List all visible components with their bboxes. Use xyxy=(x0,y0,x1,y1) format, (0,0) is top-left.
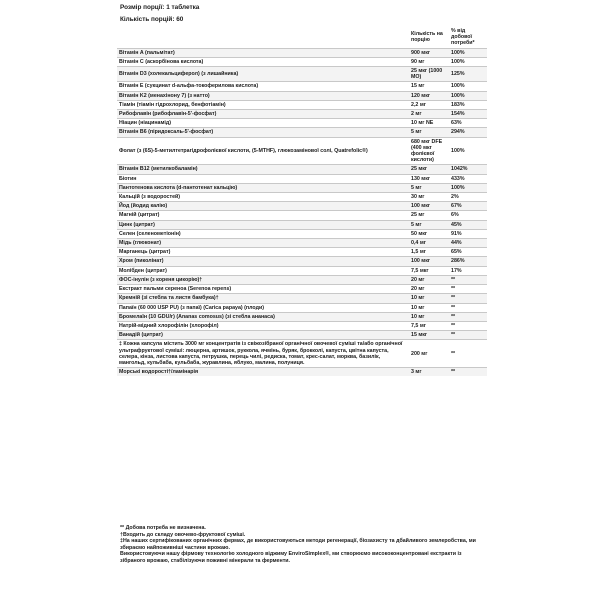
amount-per-serving: 100 мкг xyxy=(411,258,431,265)
ingredient-name: Марганець (цитрат) xyxy=(119,249,171,256)
table-row xyxy=(117,193,487,202)
amount-per-serving: 7,5 мкг xyxy=(411,267,429,274)
column-header-amount: Кількість на порцію xyxy=(411,31,443,44)
daily-value-percent: 44% xyxy=(451,240,462,247)
amount-per-serving: 10 мг xyxy=(411,304,425,311)
amount-per-serving: 0,4 мг xyxy=(411,240,426,247)
amount-per-serving: 3 мг xyxy=(411,369,422,376)
daily-value-percent: ** xyxy=(451,313,456,320)
ingredient-name: Цинк (цитрат) xyxy=(119,221,155,228)
ingredient-name: Пантотенова кислота (d-пантотенат кальцію) xyxy=(119,184,238,191)
table-row xyxy=(117,48,487,57)
table-row xyxy=(117,137,487,165)
ingredient-name: Вітамін A (пальмітат) xyxy=(119,49,175,56)
table-row xyxy=(117,285,487,294)
amount-per-serving: 20 мг xyxy=(411,286,425,293)
ingredient-name: Папаїн (60 000 USP PU) (з папаї) (Carica papaya) (плоди) xyxy=(119,304,264,311)
amount-per-serving: 15 мг xyxy=(411,83,425,90)
daily-value-percent: ** xyxy=(451,295,456,302)
table-header-row xyxy=(117,27,487,48)
daily-value-percent: 100% xyxy=(451,49,465,56)
table-row xyxy=(117,239,487,248)
amount-per-serving: 5 мг xyxy=(411,129,422,136)
ingredient-name: Вітамін K2 (менахінону 7) (з натто) xyxy=(119,92,210,99)
ingredient-name: Тіамін (тіамін гідрохлорид, бенфотіамін) xyxy=(119,101,226,108)
daily-value-percent: ** xyxy=(451,286,456,293)
daily-value-percent: 2% xyxy=(451,194,459,201)
daily-value-percent: 45% xyxy=(451,221,462,228)
daily-value-percent: 63% xyxy=(451,120,462,127)
table-row xyxy=(117,100,487,109)
table-row xyxy=(117,211,487,220)
table-row xyxy=(117,266,487,275)
amount-per-serving: 30 мг xyxy=(411,194,425,201)
amount-per-serving: 90 мг xyxy=(411,58,425,65)
table-row xyxy=(117,57,487,66)
ingredient-name: Натрій-мідний хлорофілін (хлорофіл) xyxy=(119,322,219,329)
amount-per-serving: 10 мг xyxy=(411,295,425,302)
daily-value-percent: 286% xyxy=(451,258,465,265)
amount-per-serving: 25 мкг (1000 МО) xyxy=(411,68,443,81)
daily-value-percent: ** xyxy=(451,322,456,329)
footnote-blend: †Входить до складу овочево-фруктової суміші. xyxy=(120,531,246,538)
table-row xyxy=(117,321,487,330)
ingredient-name: Магній (цитрат) xyxy=(119,212,160,219)
amount-per-serving: 100 мкг xyxy=(411,203,431,210)
amount-per-serving: 130 мкг xyxy=(411,175,431,182)
table-row xyxy=(117,119,487,128)
ingredient-name: Бромелаїн (10 GDU/г) (Ananas comosus) (зі стебла ананаса) xyxy=(119,313,275,320)
ingredient-name: Вітамін B12 (метилкобаламін) xyxy=(119,166,198,173)
amount-per-serving: 7,5 мг xyxy=(411,322,426,329)
ingredient-name: Вітамін D3 (холекальциферол) (з лишайника) xyxy=(119,71,239,78)
daily-value-percent: 100% xyxy=(451,83,465,90)
table-row xyxy=(117,165,487,174)
daily-value-percent: ** xyxy=(451,332,456,339)
daily-value-percent: ** xyxy=(451,276,456,283)
table-row xyxy=(117,257,487,266)
ingredient-name: Вітамін C (аскорбінова кислота) xyxy=(119,58,204,65)
amount-per-serving: 900 мкг xyxy=(411,49,431,56)
daily-value-percent: 100% xyxy=(451,58,465,65)
table-row xyxy=(117,368,487,377)
amount-per-serving: 25 мкг xyxy=(411,166,428,173)
table-row xyxy=(117,110,487,119)
column-header-ingredient xyxy=(117,27,409,48)
table-row xyxy=(117,183,487,192)
daily-value-percent: 100% xyxy=(451,184,465,191)
ingredient-name: Екстракт пальми серенoа (Serenoa repens) xyxy=(119,286,232,293)
daily-value-percent: ** xyxy=(451,304,456,311)
ingredient-name: ФОС-інулін (з кореня цикорію)† xyxy=(119,276,203,283)
amount-per-serving: 2,2 мг xyxy=(411,101,426,108)
ingredient-name: Молібден (цитрат) xyxy=(119,267,167,274)
daily-value-percent: 100% xyxy=(451,147,465,154)
table-row xyxy=(117,202,487,211)
ingredient-name: Морські водорості†/ламінарія xyxy=(119,369,199,376)
daily-value-percent: 183% xyxy=(451,101,465,108)
ingredient-name: Вітамін B6 (піридоксаль-5'-фосфат) xyxy=(119,129,214,136)
ingredient-name: Ванадій (цитрат) xyxy=(119,332,163,339)
table-row xyxy=(117,220,487,229)
daily-value-percent: 6% xyxy=(451,212,459,219)
amount-per-serving: 200 мг xyxy=(411,350,428,357)
ingredient-name: Біотин xyxy=(119,175,137,182)
ingredient-name: Селен (селенометіонін) xyxy=(119,230,181,237)
ingredient-name: Вітамін E (сукцинат d-альфа-токоферилова кислота) xyxy=(119,83,259,90)
amount-per-serving: 50 мкг xyxy=(411,230,428,237)
footnote-farms: ‡На наших сертифікованих органічних фермах, де використовуються методи регенерації, біозахисту та дбайливого землеробства, ми збираємо найпоживніші частини врожаю. xyxy=(120,538,476,551)
daily-value-percent: 433% xyxy=(451,175,465,182)
table-body xyxy=(117,48,487,376)
daily-value-percent: 91% xyxy=(451,230,462,237)
daily-value-percent: 154% xyxy=(451,111,465,118)
ingredient-name: Йод (йодид калію) xyxy=(119,203,168,210)
amount-per-serving: 20 мг xyxy=(411,276,425,283)
daily-value-percent: 1042% xyxy=(451,166,468,173)
amount-per-serving: 15 мкг xyxy=(411,332,428,339)
ingredient-name: ‡ Кожна капсула містить 3000 мг концентратів із свіжозібраної органічної овочевої суміші та/або органічної ультрафруктової суміші: люцерна, артишок, руккола, ячмінь, буряк, брокколі, капуста, цвітна капуста, селера, кінза, листова капуста, петрушка, перець чилі, редиска, томат, крес-салат, морква, базилік, мангольд, кульбаба, кульбаба, журавлина, яблуко, малина, полуниця. xyxy=(119,341,403,366)
amount-per-serving: 10 мг NE xyxy=(411,120,434,127)
ingredient-name: Кремній (зі стебла та листя бамбука)† xyxy=(119,295,219,302)
daily-value-percent: 294% xyxy=(451,129,465,136)
table-row xyxy=(117,229,487,238)
amount-per-serving: 680 мкг DFE (400 мкг фолієвої кислоти) xyxy=(411,138,443,164)
amount-per-serving: 10 мг xyxy=(411,313,425,320)
table-row xyxy=(117,275,487,284)
table-row xyxy=(117,340,487,368)
table-row xyxy=(117,174,487,183)
ingredient-name: Ніацин (ніацинамід) xyxy=(119,120,171,127)
daily-value-percent: ** xyxy=(451,369,456,376)
ingredient-name: Мідь (глюконат) xyxy=(119,240,162,247)
table-row xyxy=(117,91,487,100)
daily-value-percent: 17% xyxy=(451,267,462,274)
daily-value-percent: ** xyxy=(451,350,456,357)
ingredient-name: Хром (пиколінат) xyxy=(119,258,164,265)
ingredient-name: Кальцій (з водоростей) xyxy=(119,194,181,201)
table-row xyxy=(117,312,487,321)
amount-per-serving: 25 мг xyxy=(411,212,425,219)
amount-per-serving: 120 мкг xyxy=(411,92,431,99)
table-row xyxy=(117,248,487,257)
amount-per-serving: 5 мг xyxy=(411,221,422,228)
table-row xyxy=(117,128,487,137)
serving-size: Розмір порції: 1 таблетка xyxy=(120,4,200,11)
ingredient-name: Фолат (з (6S)-5-метилтетрагідрофолієвої кислоти, (5-MTHF), глюкозамінової солі, Quatrefolic®) xyxy=(119,147,368,154)
column-header-daily-value: % від добової потреби* xyxy=(451,28,475,47)
footnotes xyxy=(120,525,480,565)
ingredient-name: Рибофлавін (рибофлавін-5'-фосфат) xyxy=(119,111,217,118)
amount-per-serving: 5 мг xyxy=(411,184,422,191)
amount-per-serving: 1,5 мг xyxy=(411,249,426,256)
daily-value-percent: 100% xyxy=(451,92,465,99)
supplement-facts-table xyxy=(117,27,487,376)
daily-value-percent: 65% xyxy=(451,249,462,256)
table-row xyxy=(117,67,487,82)
daily-value-percent: 67% xyxy=(451,203,462,210)
amount-per-serving: 2 мг xyxy=(411,111,422,118)
table-row xyxy=(117,294,487,303)
footnote-daily-value: ** Добова потреба не визначена. xyxy=(120,525,206,531)
table-row xyxy=(117,82,487,91)
table-row xyxy=(117,303,487,312)
table-row xyxy=(117,331,487,340)
servings-per-container: Кількість порцій: 60 xyxy=(120,16,184,23)
footnote-technology: Використовуючи нашу фірмову технологію холодного віджиму EnviroSimplex®, ми створюємо висококонцентровані екстракти із зібраного врожаю, стабілізуючи поживні мінерали та ферменти. xyxy=(120,551,462,564)
daily-value-percent: 125% xyxy=(451,71,465,78)
